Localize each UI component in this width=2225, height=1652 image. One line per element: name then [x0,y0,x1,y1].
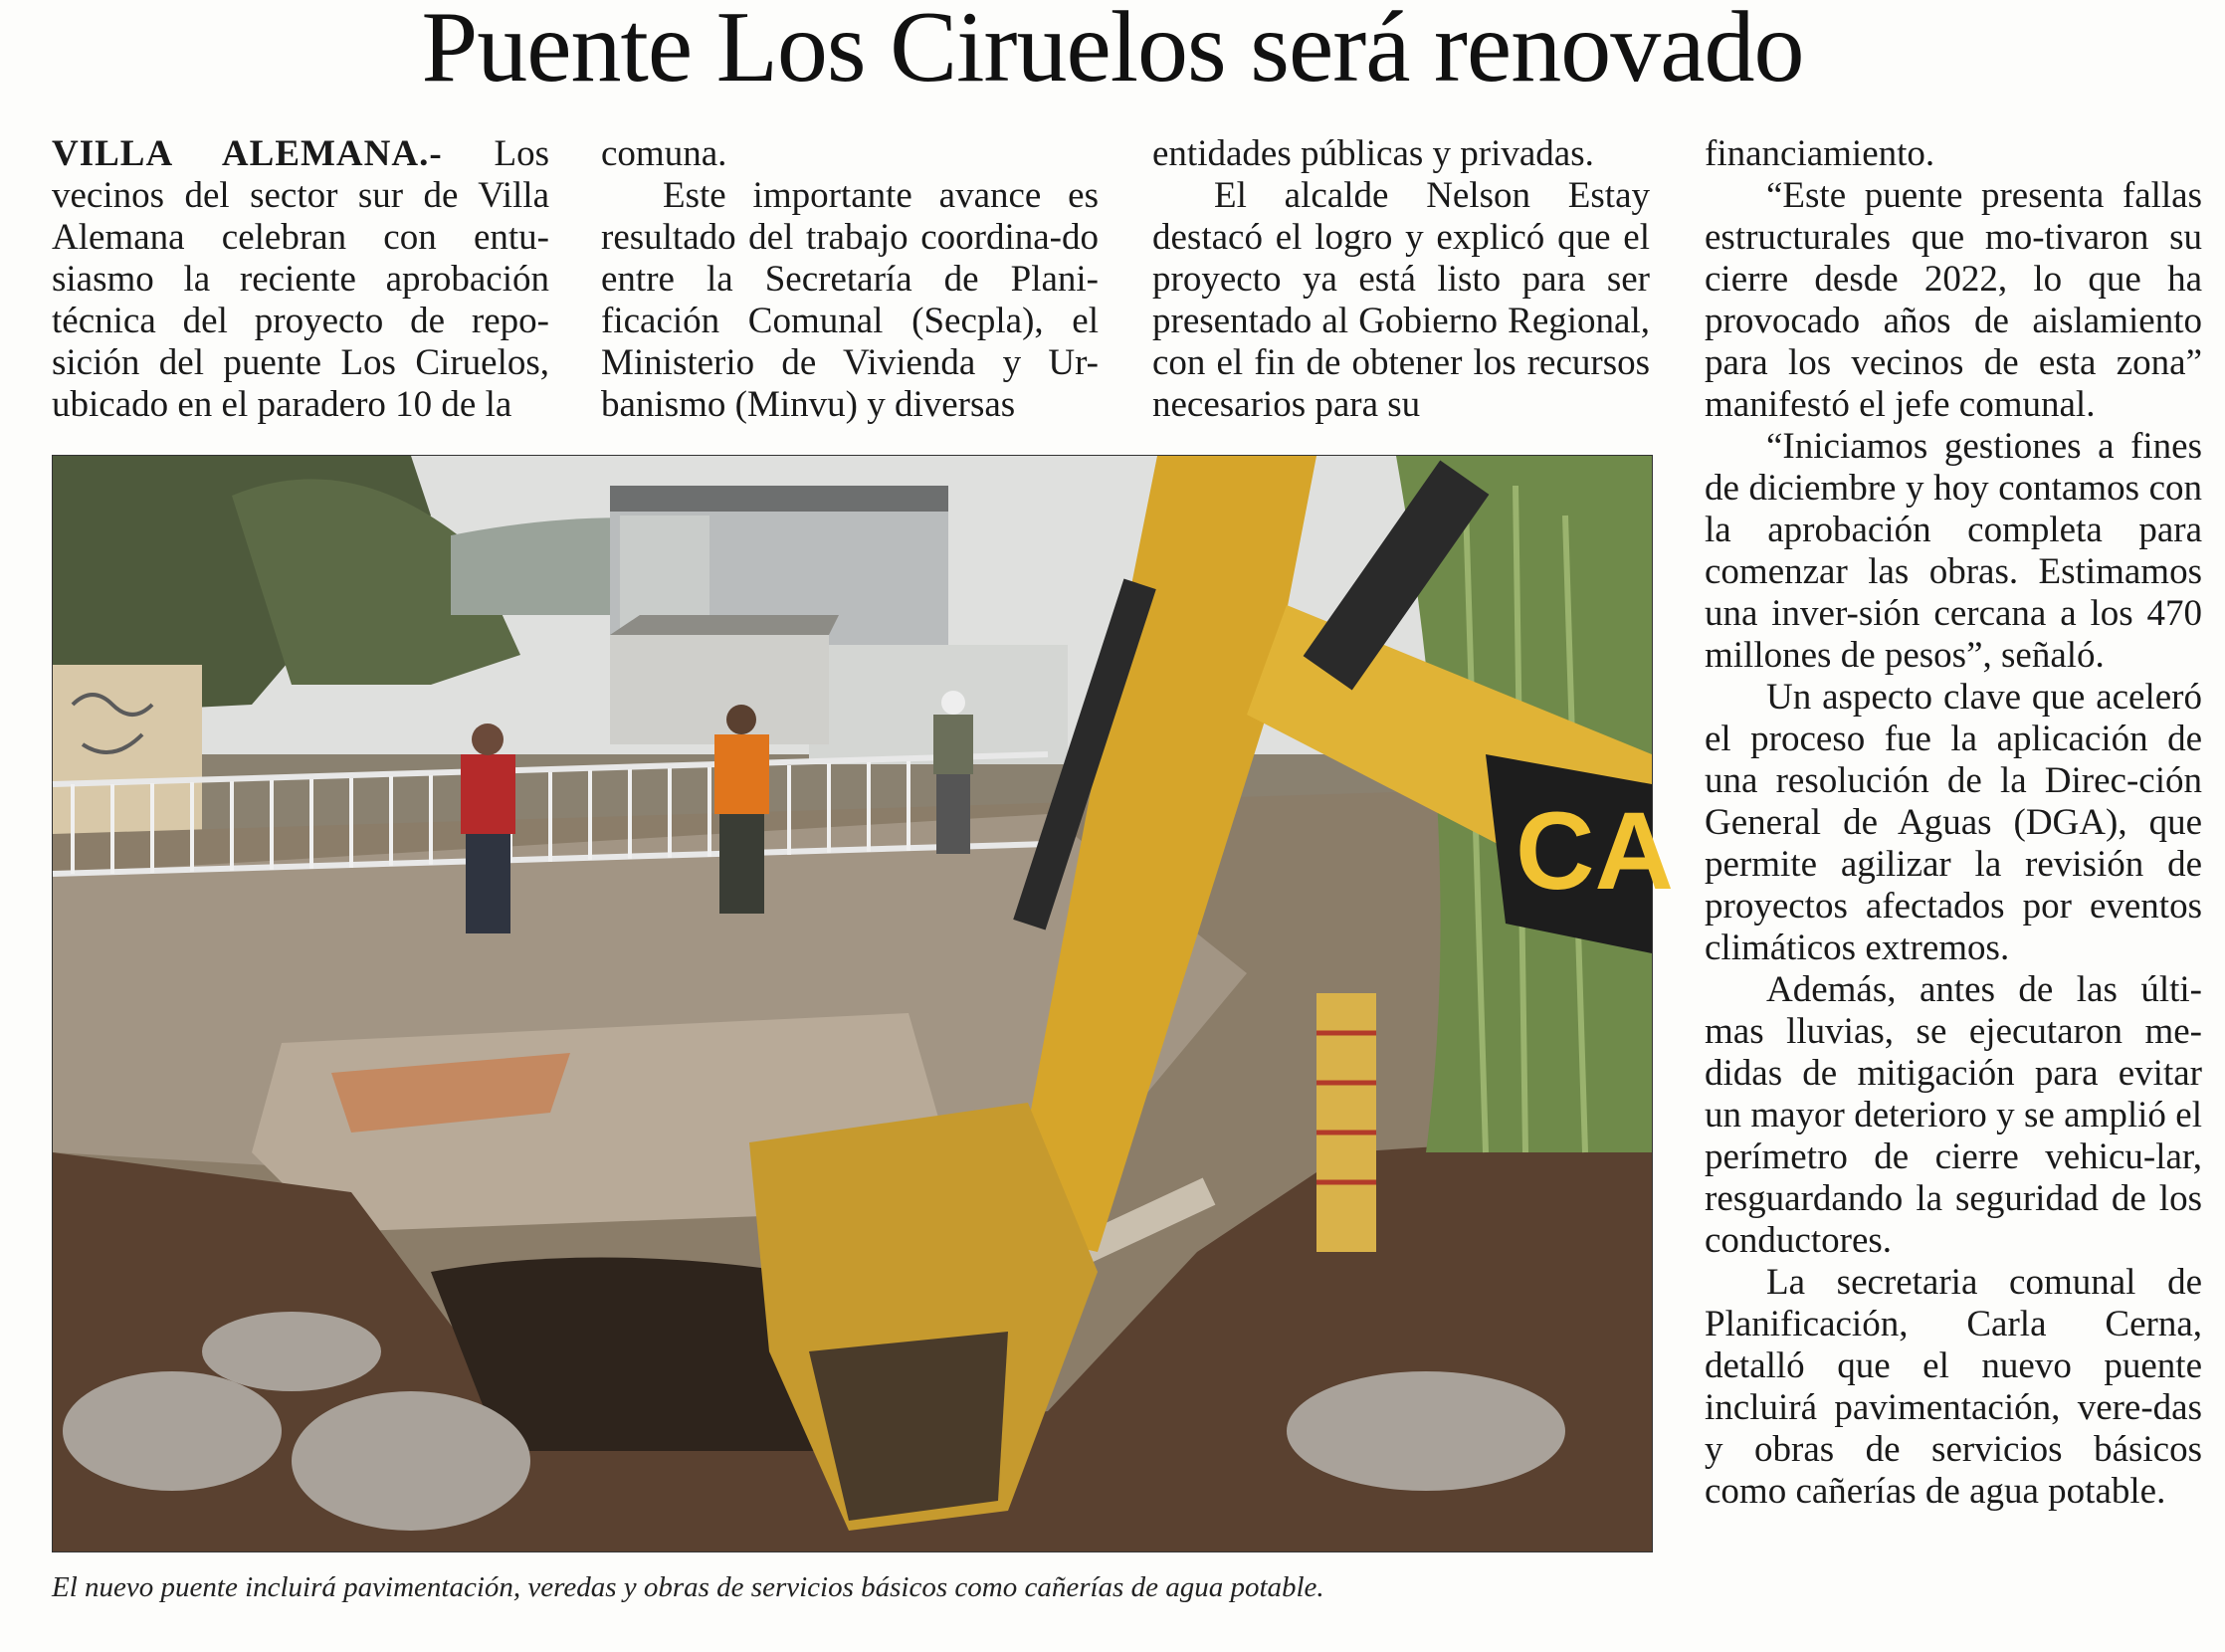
dateline: VILLA ALEMANA.- [52,133,443,174]
article-column-2 [601,133,1099,426]
article-paragraph: “Este puente presenta fallas estructurales que mo-tivaron su cierre desde 2022, lo que ha provocado años de aislamiento para los vecinos de esta zona” manifestó el jefe comunal. [1705,175,2202,425]
article-paragraph: entidades públicas y privadas. [1152,133,1594,174]
article-paragraph: La secretaria comunal de Planificación, Carla Cerna, detalló que el nuevo puente incluirá pavimentación, vere-das y obras de servicios básicos como cañerías de agua potable. [1705,1262,2202,1512]
article-paragraph: comuna. [601,133,727,174]
photo-illustration [53,456,1674,1551]
article-paragraph: financiamiento. [1705,133,1935,174]
news-photo [52,455,1674,1552]
article-paragraph [52,133,549,426]
article-paragraph: “Iniciamos gestiones a fines de diciembre y hoy contamos con la aprobación completa para comenzar las obras. Estimamos una inver-sión cercana a los 470 millones de pesos”, señaló. [1705,426,2202,676]
article-column-4 [1705,133,2202,1513]
article-paragraph: Este importante avance es resultado del trabajo coordina-do entre la Secretaría de Plani-ficación Comunal (Secpla), el Ministerio de Vivienda y Ur-banismo (Minvu) y diversas [601,175,1099,425]
headline: Puente Los Ciruelos será renovado [421,0,1804,103]
machine-logo-text: CA [1516,790,1674,913]
article-column-1 [52,133,549,426]
article-paragraph: El alcalde Nelson Estay destacó el logro y explicó que el proyecto ya está listo para ser presentado al Gobierno Regional, con el fin de obtener los recursos necesarios para su [1152,175,1650,425]
photo-caption: El nuevo puente incluirá pavimentación, veredas y obras de servicios básicos como cañerías de agua potable. [52,1571,1324,1603]
article-paragraph: Además, antes de las últi-mas lluvias, se ejecutaron me-didas de mitigación para evitar un mayor deterioro y se amplió el perímetro de cierre vehicu-lar, resguardando la seguridad de los conductores. [1705,969,2202,1261]
article-paragraph: Un aspecto clave que aceleró el proceso fue la aplicación de una resolución de la Direc-ción General de Aguas (DGA), que permite agilizar la revisión de proyectos afectados por eventos climáticos extremos. [1705,677,2202,968]
article-column-3 [1152,133,1650,426]
paragraph-text: Los vecinos del sector sur de Villa Alemana celebran con entu-siasmo la reciente aprobación técnica del proyecto de repo-sición del puente Los Ciruelos, ubicado en el paradero 10 de la [52,133,549,425]
